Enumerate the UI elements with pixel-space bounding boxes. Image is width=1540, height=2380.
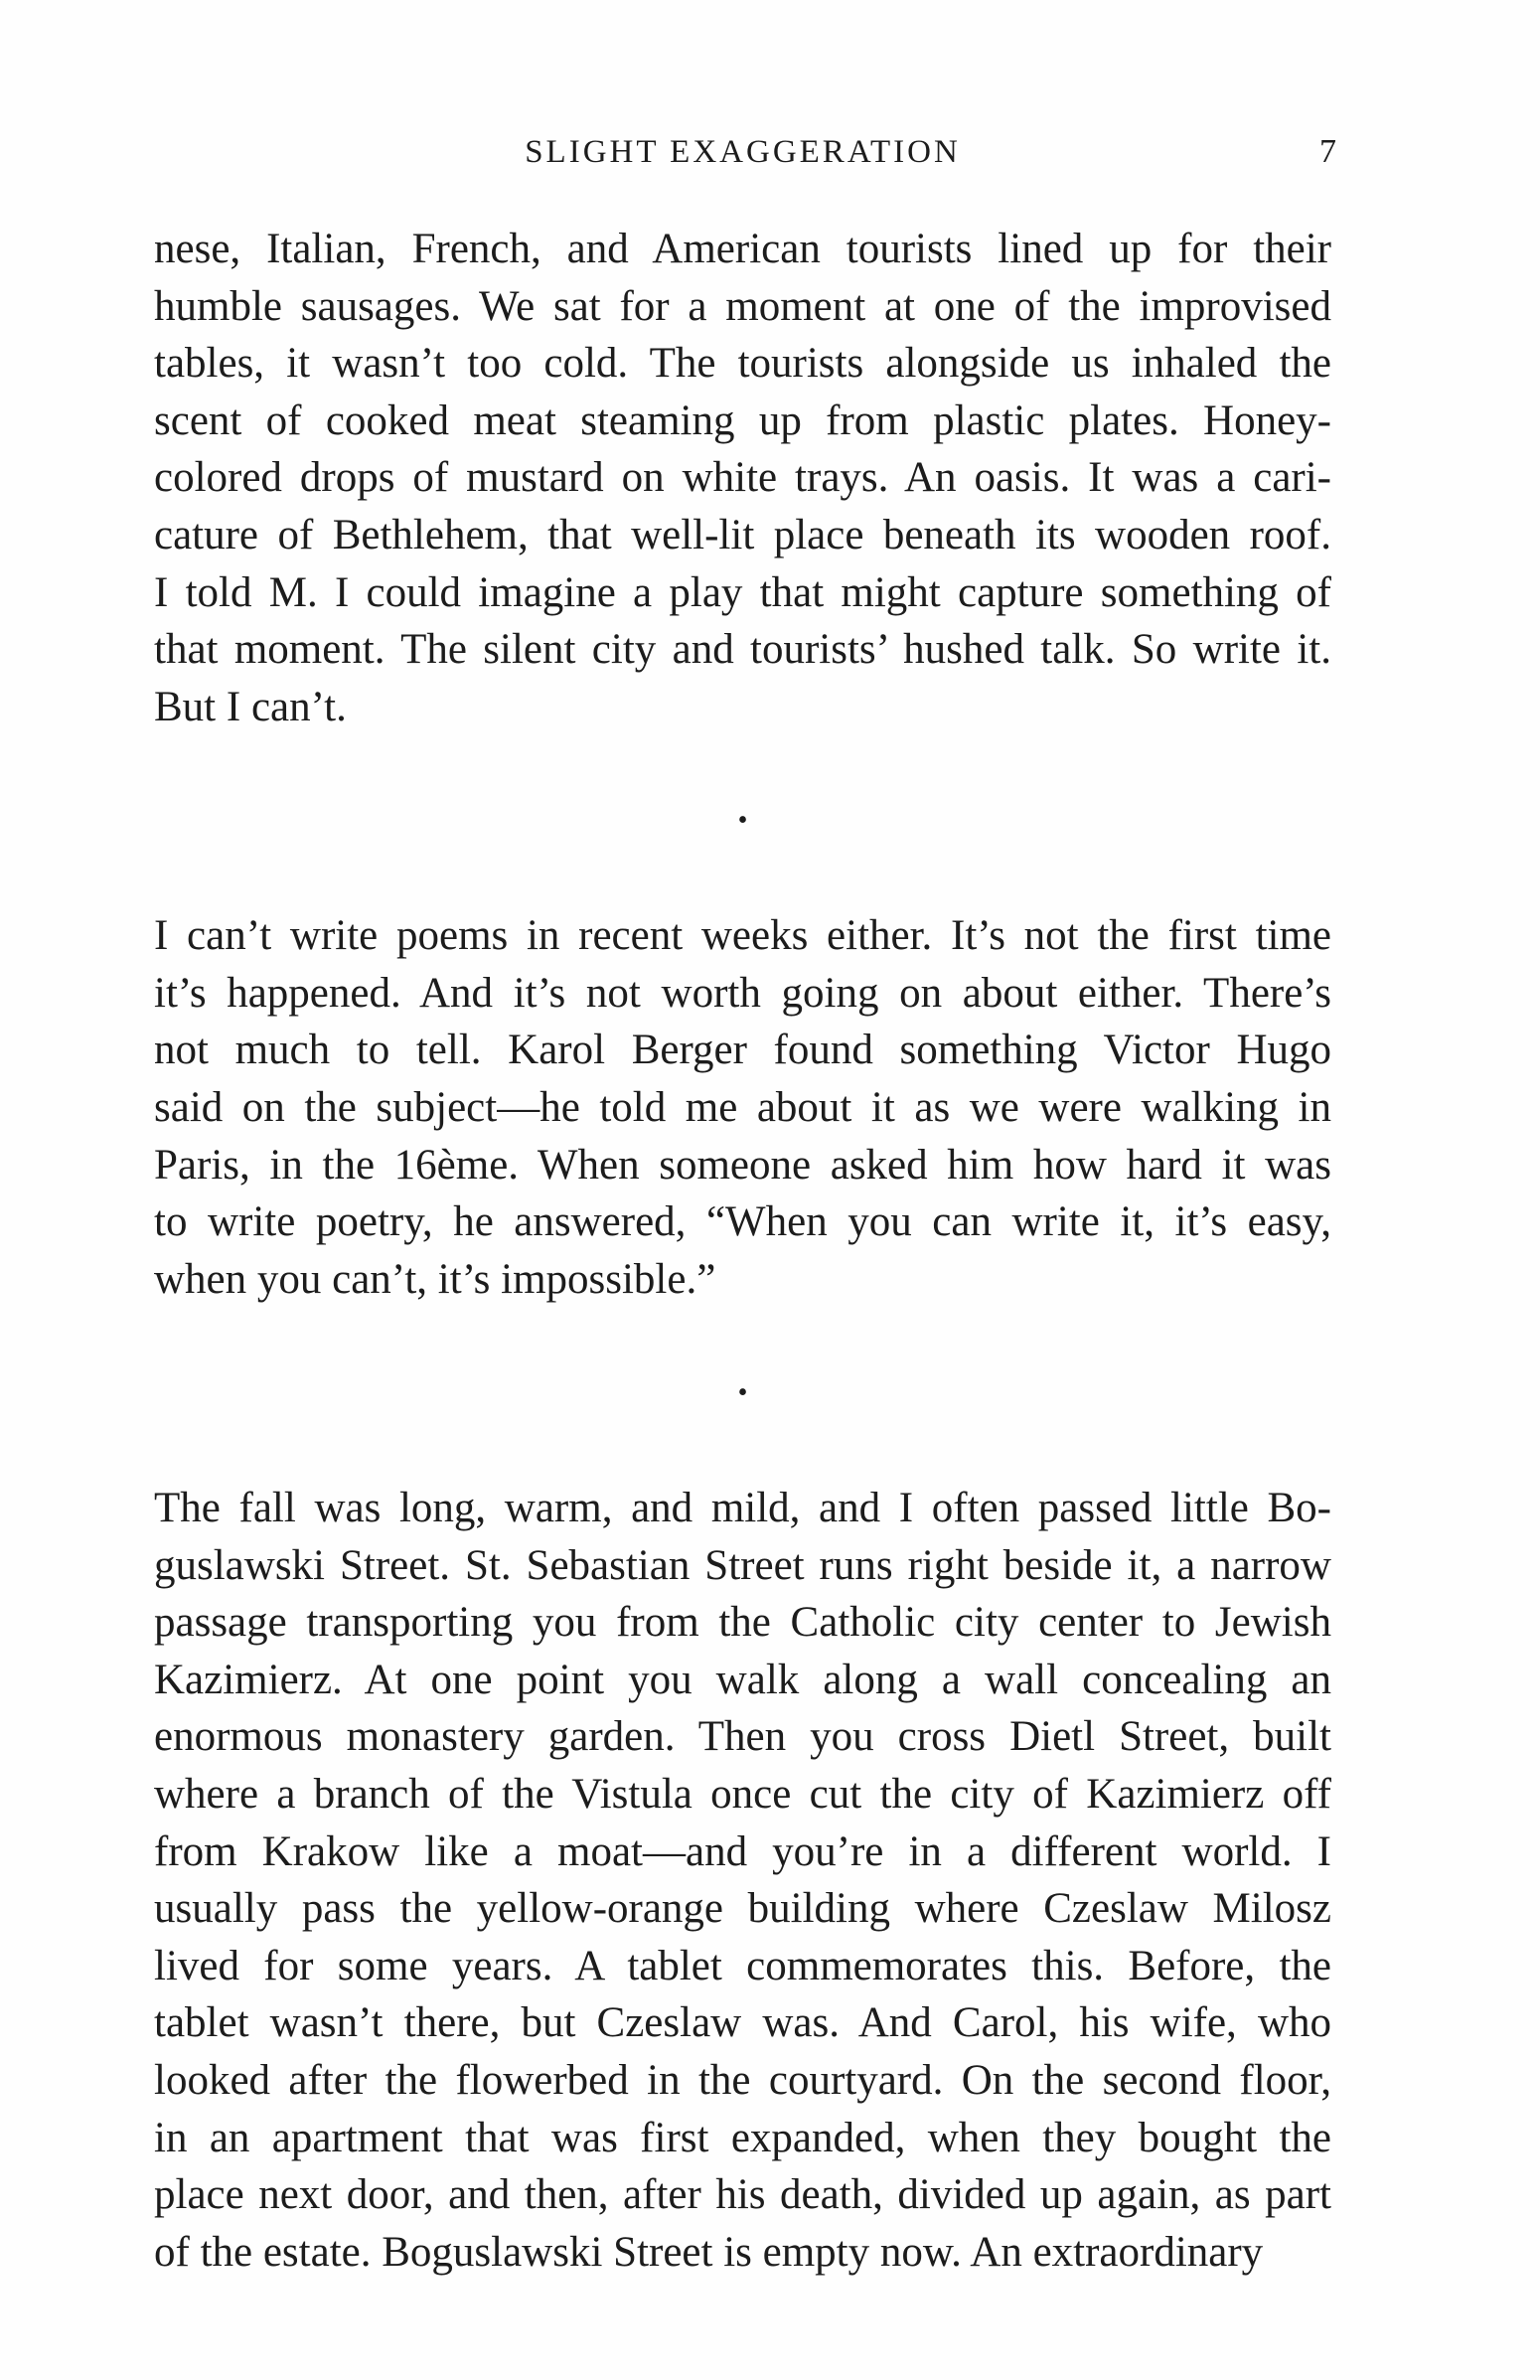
running-head (149, 127, 1336, 177)
text-line: where a branch of the Vistula once cut the city of Kazimierz off (154, 1771, 1331, 1819)
text-line: I can’t write poems in recent weeks either. It’s not the first time (154, 912, 1331, 960)
text-line: scent of cooked meat steaming up from plastic plates. Honey- (154, 397, 1331, 444)
text-line: The fall was long, warm, and mild, and I often passed little Bo- (154, 1485, 1331, 1532)
text-line: nese, Italian, French, and American tourists lined up for their (154, 226, 1331, 272)
text-line: But I can’t. (154, 683, 347, 730)
text-line: usually pass the yellow-orange building where Czeslaw Milosz (154, 1885, 1331, 1933)
page-number: 7 (1319, 133, 1336, 170)
body-text (154, 221, 1331, 2281)
text-line: tables, it wasn’t too cold. The tourists alongside us inhaled the (154, 340, 1331, 388)
text-line: looked after the flowerbed in the courtyard. On the second floor, (154, 2057, 1331, 2105)
text-line: when you can’t, it’s impossible.” (154, 1255, 716, 1303)
text-line: cature of Bethlehem, that well-lit place beneath its wooden roof. (154, 511, 1331, 558)
section-break-ornament: • (737, 1377, 748, 1409)
text-line: that moment. The silent city and tourists’ hushed talk. So write it. (154, 626, 1331, 674)
text-line: tablet wasn’t there, but Czeslaw was. And Carol, his wife, who (154, 1999, 1331, 2047)
text-line: Kazimierz. At one point you walk along a wall concealing an (154, 1656, 1331, 1703)
text-line: said on the subject—he told me about it as we were walking in (154, 1083, 1331, 1131)
text-line: lived for some years. A tablet commemorates this. Before, the (154, 1942, 1331, 1989)
text-line: to write poetry, he answered, “When you can write it, it’s easy, (154, 1198, 1331, 1246)
text-line: enormous monastery garden. Then you cross Dietl Street, built (154, 1713, 1331, 1761)
paragraph (154, 907, 1331, 1308)
text-line: colored drops of mustard on white trays. An oasis. It was a cari- (154, 454, 1331, 502)
text-line: it’s happened. And it’s not worth going on about either. There’s (154, 969, 1331, 1017)
text-line: guslawski Street. St. Sebastian Street runs right beside it, a narrow (154, 1541, 1331, 1589)
text-line: not much to tell. Karol Berger found something Victor Hugo (154, 1027, 1331, 1074)
text-line: I told M. I could imagine a play that might capture something of (154, 568, 1331, 616)
text-line: passage transporting you from the Catholic city center to Jewish (154, 1599, 1331, 1647)
running-title: SLIGHT EXAGGERATION (525, 134, 961, 170)
paragraph (154, 221, 1331, 735)
text-line: humble sausages. We sat for a moment at one of the improvised (154, 282, 1331, 330)
paragraph (154, 1480, 1331, 2281)
text-line: from Krakow like a moat—and you’re in a different world. I (154, 1827, 1331, 1875)
text-line: place next door, and then, after his death, divided up again, as part (154, 2171, 1331, 2219)
section-break-ornament: • (737, 805, 748, 837)
text-line: in an apartment that was first expanded, when they bought the (154, 2114, 1331, 2161)
text-line: Paris, in the 16ème. When someone asked him how hard it was (154, 1141, 1331, 1189)
text-line: of the estate. Boguslawski Street is empty now. An extraordinary (154, 2228, 1264, 2276)
